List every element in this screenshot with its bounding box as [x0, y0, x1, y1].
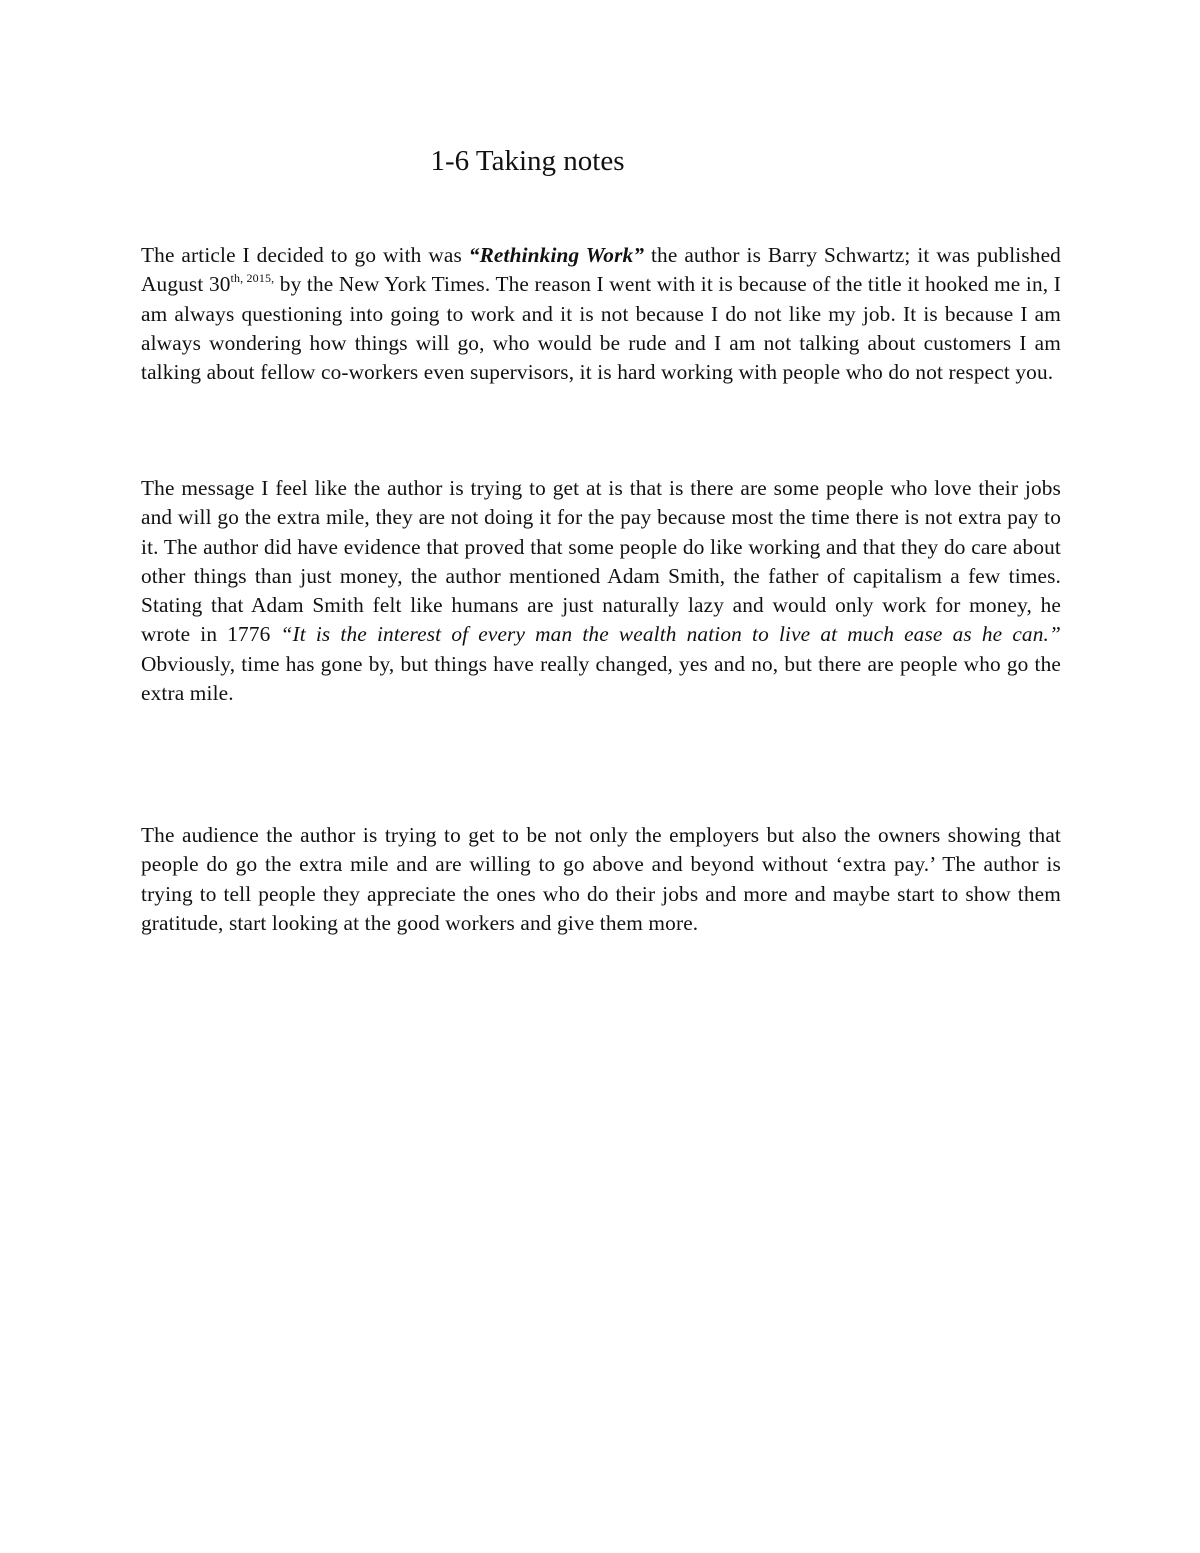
paragraph-text: The audience the author is trying to get to be not only the employers but also the owners showing that people do go the extra mile and are willing to go above and beyond without ‘extra pay.’ The author is trying to tell people they appreciate the ones who do their jobs and more and maybe start to show them gratitude, start looking at the good workers and give them more. [141, 823, 1061, 935]
paragraph-audience [141, 821, 1061, 938]
article-title: “Rethinking Work” [468, 243, 645, 267]
paragraph-text: the author is Barry Schwartz; it was published August 30 [141, 243, 1061, 297]
adam-smith-quote: “It is the interest of every man the wealth nation to live at much ease as he can.” [280, 622, 1061, 647]
paragraph-text: Obviously, time has gone by, but things have really changed, yes and no, but there are people who go the extra mile. [141, 651, 1061, 706]
paragraph-text: by the New York Times. The reason I went with it is because of the title it hooked me in, I am always questioning into going to work and it is not because I do not like my job. It is because I am always wondering how things will go, who would be rude and I am not talking about customers I am talking about fellow co-workers even supervisors, it is hard working with people who do not respect you. [141, 272, 1061, 385]
paragraph-text: The message I feel like the author is trying to get at is that is there are some people who love their jobs and will go the extra mile, they are not doing it for the pay because most the time there is not extra pay to it. The author did have evidence that proved that some people do like working and that they do care about other things than just money, the author mentioned Adam Smith, the father of capitalism a few times. Stating that Adam Smith felt like humans are just naturally lazy and would only work for money, he wrote in 1776 [141, 476, 1061, 647]
paragraph-article-intro [141, 241, 1061, 387]
document-title: 1-6 Taking notes [430, 145, 625, 177]
paragraph-text: The article I decided to go with was [141, 243, 469, 267]
paragraph-message [141, 474, 1061, 708]
date-superscript: th, 2015, [230, 271, 275, 286]
